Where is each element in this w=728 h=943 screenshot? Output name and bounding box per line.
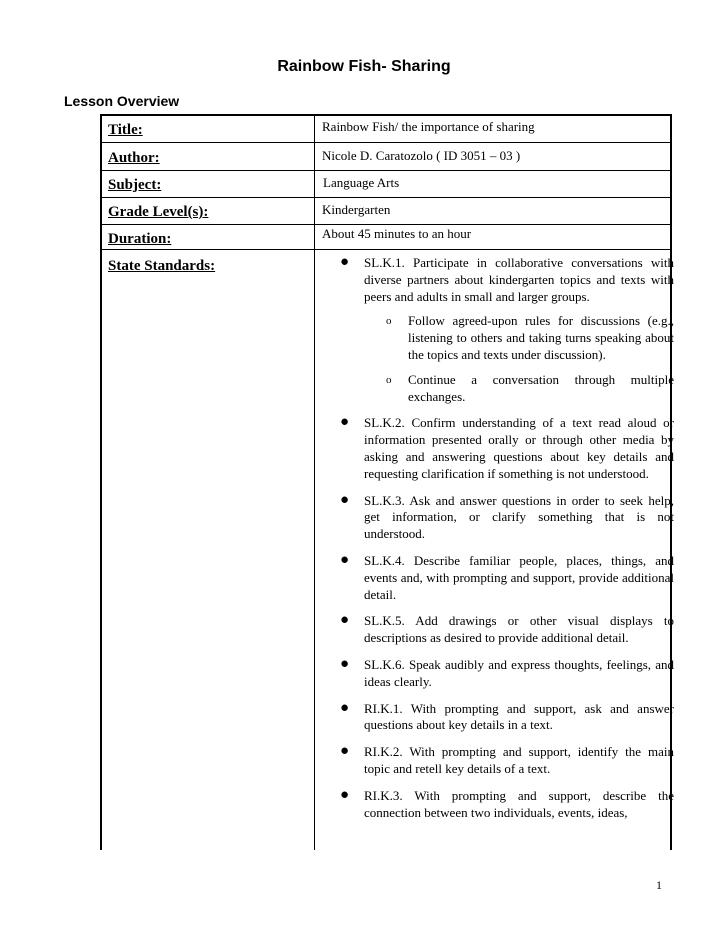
sub-standard-item — [328, 372, 674, 406]
bullet-icon: ● — [340, 655, 350, 672]
row-divider — [102, 249, 670, 250]
sub-standard-item — [328, 313, 674, 363]
standard-item — [328, 255, 674, 405]
subject-value: Language Arts — [323, 175, 400, 190]
standard-item — [328, 657, 674, 691]
section-heading: Lesson Overview — [64, 93, 180, 109]
row-divider — [102, 197, 670, 198]
sub-standard-text: Continue a conversation through multiple exchanges. — [408, 371, 674, 404]
grade-level-value: Kindergarten — [322, 202, 391, 217]
sub-standard-text: Follow agreed-upon rules for discussions (e.g., listening to others and taking turns speaking about the topics and texts under discussion). — [408, 313, 674, 362]
circle-bullet-icon: o — [386, 315, 392, 328]
duration-label: Duration: — [108, 231, 172, 247]
row-divider — [102, 142, 670, 143]
grade-level-label: Grade Level(s): — [108, 204, 209, 220]
standard-text: SL.K.5. Add drawings or other visual displays to descriptions as desired to provide additional detail. — [364, 613, 674, 646]
author-label: Author: — [108, 150, 160, 166]
standard-text: SL.K.3. Ask and answer questions in order to seek help, get information, or clarify something that is not understood. — [364, 492, 674, 542]
author-value: Nicole D. Caratozolo ( ID 3051 – 03 ) — [322, 148, 521, 163]
row-divider — [102, 224, 670, 225]
bullet-icon: ● — [340, 414, 350, 431]
title-value: Rainbow Fish/ the importance of sharing — [322, 119, 535, 134]
bullet-icon: ● — [340, 786, 350, 803]
state-standards-label: State Standards: — [108, 258, 216, 274]
standard-item — [328, 553, 674, 603]
standard-text: RI.K.3. With prompting and support, describe the connection between two individuals, events, ideas, — [364, 787, 674, 820]
lesson-overview-table — [100, 114, 672, 850]
column-divider — [314, 116, 315, 850]
bullet-icon: ● — [340, 743, 350, 760]
standards-list — [328, 255, 674, 831]
standard-text: RI.K.2. With prompting and support, identify the main topic and retell key details of a text. — [364, 744, 674, 776]
bullet-icon: ● — [340, 551, 350, 568]
bullet-icon: ● — [340, 699, 350, 716]
standard-text: SL.K.2. Confirm understanding of a text read aloud or information presented orally or through other media by asking and answering questions about key details and requesting clarification if something is not understood. — [364, 415, 674, 481]
title-label: Title: — [108, 122, 143, 138]
standard-item — [328, 744, 674, 778]
page-number: 1 — [656, 878, 662, 892]
standard-text: SL.K.1. Participate in collaborative conversations with diverse partners about kindergarten topics and texts with peers and adults in small and larger groups. — [364, 255, 674, 304]
duration-value: About 45 minutes to an hour — [322, 226, 472, 241]
standard-item — [328, 493, 674, 543]
bullet-icon: ● — [340, 491, 350, 508]
standard-text: SL.K.6. Speak audibly and express thoughts, feelings, and ideas clearly. — [364, 656, 674, 689]
document-title: Rainbow Fish- Sharing — [277, 58, 451, 75]
standard-item — [328, 788, 674, 822]
circle-bullet-icon: o — [386, 373, 392, 386]
bullet-icon: ● — [340, 254, 350, 270]
bullet-icon: ● — [340, 612, 350, 629]
standard-item — [328, 415, 674, 482]
standard-item — [328, 701, 674, 735]
row-divider — [102, 170, 670, 171]
subject-label: Subject: — [108, 177, 162, 193]
standard-item — [328, 613, 674, 647]
standard-text: RI.K.1. With prompting and support, ask and answer questions about key details in a text. — [364, 700, 674, 733]
standard-text: SL.K.4. Describe familiar people, places, things, and events and, with prompting and support, provide additional detail. — [364, 552, 674, 602]
